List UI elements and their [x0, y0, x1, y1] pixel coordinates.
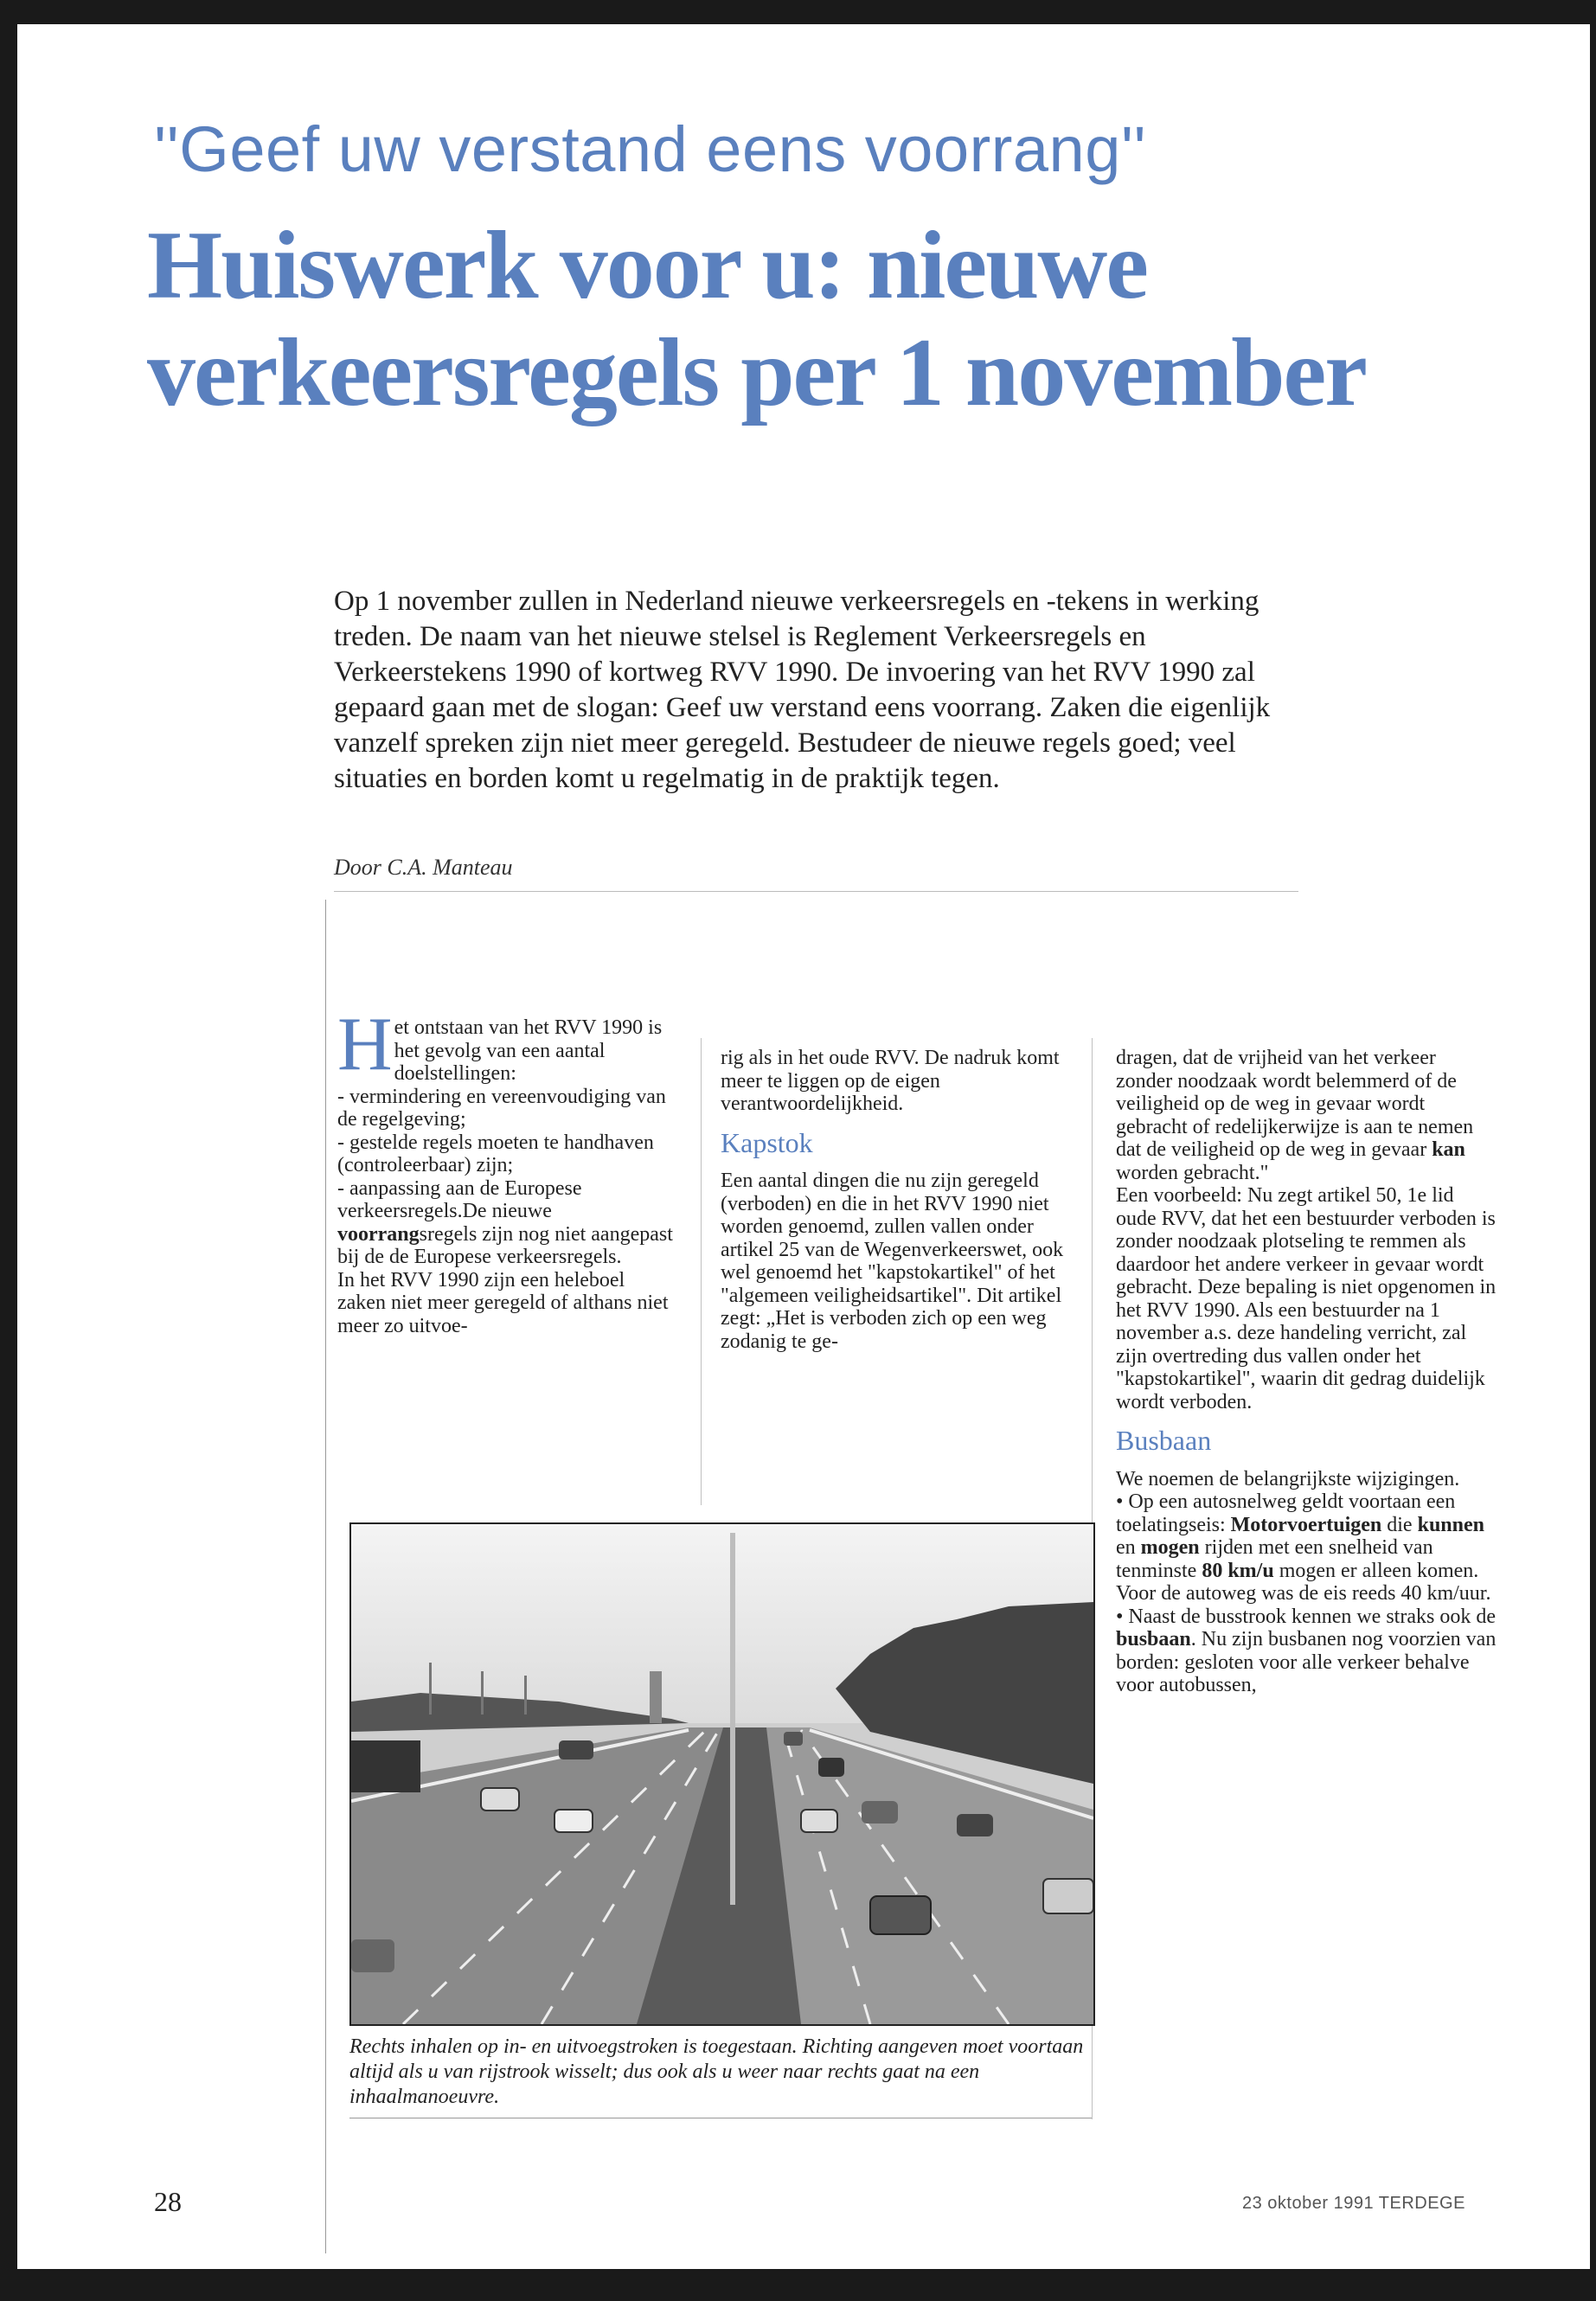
col1-bullet-2: - gestelde regels moeten te handhaven (controleerbaar) zijn; — [337, 1131, 654, 1176]
drop-cap: H — [337, 1003, 393, 1086]
subhead-kapstok: Kapstok — [721, 1126, 813, 1158]
column-2 — [721, 1047, 1067, 1353]
col3-b1-bold-4: 80 km/u — [1202, 1559, 1274, 1582]
subhead-busbaan: Busbaan — [1116, 1425, 1212, 1456]
col3-b1-bold-3: mogen — [1140, 1536, 1200, 1559]
col3-paragraph-2: Een voorbeeld: Nu zegt artikel 50, 1e lid oude RVV, dat het een bestuurder verboden is zonder noodzaak plotseling te remmen als daardoor het andere verkeer in gevaar wordt gebracht. Deze bepaling is niet opgenomen in het RVV 1990. Als een bestuurder na 1 november a.s. deze handeling verricht, zal zijn overtreding dus vallen onder het "kapstokartikel", waarin dit gedrag duidelijk wordt verboden. — [1116, 1184, 1497, 1413]
photo-caption: Rechts inhalen op in- en uitvoegstroken is toegestaan. Richting aangeven moet voortaan altijd als u van rijstrook wisselt; dus ook als u weer naar rechts gaat na een inhaalmanoeuvre. — [349, 2035, 1084, 2108]
issue-footer: 23 oktober 1991 TERDEGE — [1242, 2194, 1465, 2213]
highway-photo-illustration — [351, 1524, 1093, 2024]
col3-b1-text-e: mogen er alleen komen. Voor de autoweg was de eis reeds 40 km/uur. — [1116, 1559, 1491, 1605]
lead-paragraph: Op 1 november zullen in Nederland nieuwe verkeersregels en -tekens in werking treden. De naam van het nieuwe stelsel is Reglement Verkeersregels en Verkeerstekens 1990 of kortweg RVV 1990. De invoering van het RVV 1990 zal gepaard gaan met de slogan: Geef uw verstand eens voorrang. Zaken die eigenlijk vanzelf spreken zijn niet meer geregeld. Bestudeer de nieuwe regels goed; veel situaties en borden komt u regelmatig in de praktijk tegen. — [334, 586, 1271, 794]
col3-b2-bold: busbaan — [1116, 1628, 1191, 1650]
col1-intro — [337, 1003, 675, 1086]
column-3 — [1116, 1047, 1497, 1697]
left-column-rule — [325, 900, 326, 2253]
headline-line-2: verkeersregels per 1 november — [147, 319, 1366, 426]
col3-paragraph-3: We noemen de belangrijkste wijzigingen. — [1116, 1467, 1460, 1490]
col3-b1-bold-2: kunnen — [1417, 1513, 1484, 1536]
highway-photo — [349, 1522, 1095, 2026]
col3-b1-text-c: en — [1116, 1536, 1141, 1559]
byline-divider — [334, 891, 1298, 892]
col3-b2-text-b: . Nu zijn busbanen nog voorzien van borden: gesloten voor alle verkeer behalve voor autobussen, — [1116, 1628, 1497, 1696]
col3-b1-text-a: • Op een autosnelweg geldt voortaan een toelatingseis: — [1116, 1490, 1456, 1536]
col3-p1-bold: kan — [1432, 1138, 1465, 1161]
col1-bullet-3 — [337, 1177, 675, 1269]
col3-b1-text-d: rijden met een snelheid van tenminste — [1116, 1536, 1433, 1582]
col1-intro-text: et ontstaan van het RVV 1990 is het gevolg van een aantal doelstellingen: — [394, 1016, 663, 1085]
column-1 — [337, 1003, 675, 1337]
col1-b3-text-a: - aanpassing aan de Europese verkeersregels.De nieuwe — [337, 1176, 582, 1222]
col2-paragraph-2: Een aantal dingen die nu zijn geregeld (verboden) en die in het RVV 1990 niet worden genoemd, zullen vallen onder artikel 25 van de Wegenverkeerswet, ook wel genoemd het "kapstokartikel" of het "algemeen veiligheidsartikel". Dit artikel zegt: „Het is verboden zich op een weg zodanig te ge- — [721, 1170, 1064, 1353]
col1-paragraph-2: In het RVV 1990 zijn een heleboel zaken niet meer geregeld of althans niet meer zo uitvoe- — [337, 1268, 669, 1337]
column-separator-1 — [701, 1038, 702, 1505]
byline: Door C.A. Manteau — [334, 855, 513, 880]
col3-b1-text-b: die — [1381, 1513, 1418, 1536]
col3-bullet-1 — [1116, 1490, 1497, 1606]
col1-b3-bold: voorrang — [337, 1222, 420, 1246]
col3-p1-text-b: worden gebracht." — [1116, 1161, 1269, 1184]
col1-bullet-1: - vermindering en vereenvoudiging van de regelgeving; — [337, 1085, 666, 1131]
page-number: 28 — [154, 2186, 182, 2217]
col2-paragraph-1: rig als in het oude RVV. De nadruk komt meer te liggen op de eigen verantwoordelijkheid. — [721, 1047, 1060, 1115]
col1-b3-text-b: sregels zijn nog niet aangepast bij de de Europese verkeersregels. — [337, 1222, 673, 1268]
col3-b2-text-a: • Naast de busstrook kennen we straks ook de — [1116, 1605, 1496, 1628]
headline — [147, 212, 1497, 426]
col3-paragraph-1 — [1116, 1047, 1497, 1184]
col3-bullet-2 — [1116, 1606, 1497, 1697]
kicker-quote: ''Geef uw verstand eens voorrang'' — [154, 113, 1147, 185]
col3-p1-text-a: dragen, dat de vrijheid van het verkeer zonder noodzaak wordt belemmerd of de veiligheid op de weg in gevaar wordt gebracht of redelijkerwijze is aan te nemen dat de veiligheid op de weg in gevaar — [1116, 1047, 1474, 1161]
headline-line-1: Huiswerk voor u: nieuwe — [147, 212, 1147, 319]
col3-b1-bold-1: Motorvoertuigen — [1230, 1513, 1382, 1536]
